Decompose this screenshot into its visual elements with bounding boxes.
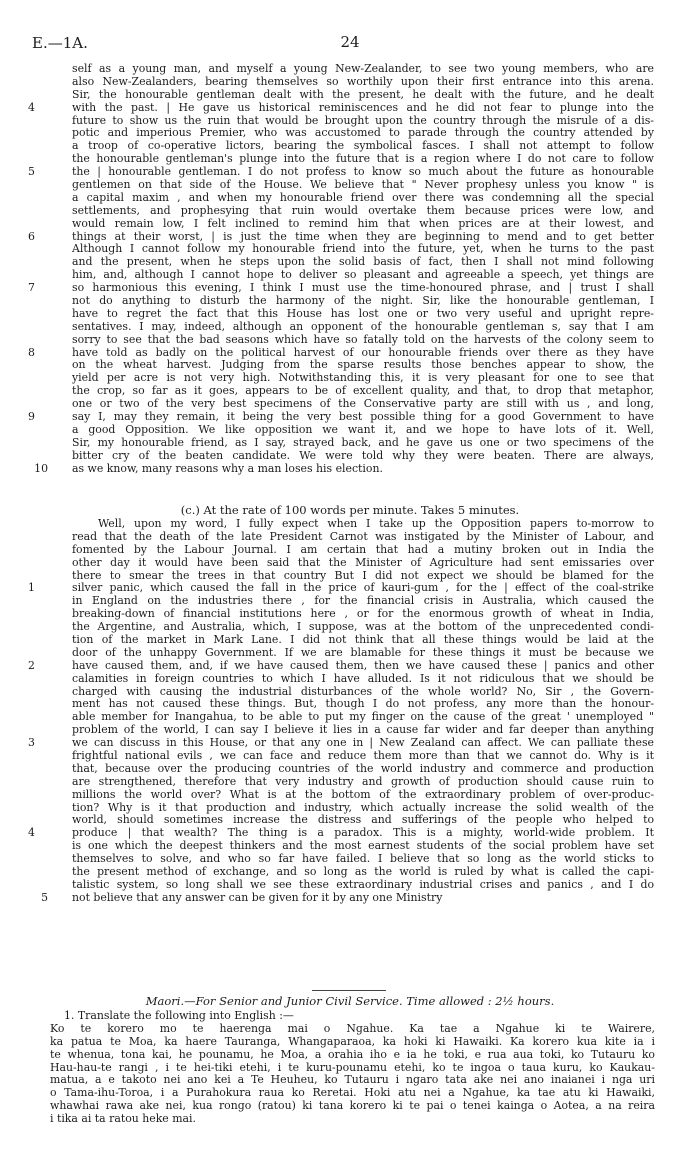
line-marker-number: 4	[28, 826, 35, 840]
line-text: so harmonious this evening, I think I must use the time-honoured phrase, and | trust I shall	[72, 281, 654, 295]
maori-heading: Maori.—For Senior and Junior Civil Service. Time allowed : 2½ hours.	[145, 994, 555, 1008]
passage-c	[28, 517, 654, 905]
line-text: the Argentine, and Australia, which, I suppose, was at the bottom of the unprecedented condi-	[72, 620, 654, 634]
maori-line: o Tama-ihu-Toroa, i a Purahokura raua ko Reretai. Hoki atu nei a Ngahue, ka tae atu ki Hawaiki,	[50, 1086, 655, 1100]
maori-line: whawhai rawa ake nei, kua rongo (ratou) ki tana korero ki te pai o tenei kainga o Aotea, a na reira	[50, 1099, 655, 1113]
line-text: with the past. | He gave us historical reminiscences and he did not fear to plunge into the	[72, 100, 654, 114]
line-text: world, should sometimes increase the distress and sufferings of the people who helped to	[72, 813, 654, 827]
line-text: Sir, my honourable friend, as I say, strayed back, and he gave us one or two specimens of the	[72, 435, 654, 449]
line-text: that, because over the producing countries of the world industry and commerce and production	[72, 761, 654, 775]
line-text: frightful national evils , we can face and reduce them more than that we cannot do. Why is it	[72, 749, 654, 763]
line-text: produce | that wealth? The thing is a paradox. This is a mighty, world-wide problem. It	[72, 826, 654, 840]
line-text: Sir, the honourable gentleman dealt with the present, he dealt with the future, and he dealt	[72, 87, 654, 101]
line-text: millions the world over? What is at the bottom of the extraordinary problem of over-produc-	[72, 787, 654, 801]
line-text: future to show us the ruin that would be brought upon the country through the misrule of a dis-	[72, 113, 654, 127]
line-text: able member for Inangahua, to be able to put my finger on the cause of the great ' unemployed "	[72, 710, 654, 724]
line-marker-number: 5	[41, 890, 48, 904]
maori-line: Hau-hau-te rangi , i te hei-tiki etehi, i te kuru-pounamu etehi, ko te ingoa o taua kuru, ko Kaukau-	[50, 1060, 655, 1074]
line-text: calamities in foreign countries to which I have alluded. Is it not ridiculous that we should be	[72, 671, 654, 685]
line-text: door of the unhappy Government. If we are blamable for these things it must be because we	[72, 645, 654, 659]
line-marker-number: 8	[28, 345, 35, 359]
line-text: him, and, although I cannot hope to deliver so pleasant and agreeable a speech, yet things are	[72, 268, 654, 282]
maori-line: Ko te korero mo te haerenga mai o Ngahue. Ka tae a Ngahue ki te Wairere,	[50, 1021, 655, 1035]
line-text: talistic system, so long shall we see these extraordinary industrial crises and panics , and I do	[72, 877, 654, 891]
page-number: 24	[340, 33, 360, 51]
maori-line: ka patua te Moa, ka haere Tauranga, Whangaparaoa, ka hoki ki Hawaiki. Ka korero kua kite ia i	[50, 1034, 655, 1048]
line-text: breaking-down of financial institutions here , or for the enormous growth of wheat in India,	[72, 607, 654, 621]
line-text: there to smear the trees in that country But I did not expect we should be blamed for the	[72, 568, 654, 582]
line-text: and the present, when he steps upon the solid basis of fact, then I shall not mind following	[72, 255, 654, 269]
line-marker-number: 1	[28, 581, 35, 595]
line-text: the present method of exchange, and so long as the world is ruled by what is called the capi-	[72, 865, 654, 879]
maori-line: matua, a e takoto nei ano kei a Te Heuheu, ko Tutauru i ngaro tata ake nei ano inaianei i nga uri	[50, 1073, 655, 1087]
passage-b	[28, 62, 654, 476]
section-c-heading: (c.) At the rate of 100 words per minute. Takes 5 minutes.	[180, 503, 520, 517]
line-text: we can discuss in this House, or that any one in | New Zealand can affect. We can palliate these	[72, 736, 654, 750]
line-text: potic and imperious Premier, who was accustomed to parade through the country attended by	[72, 126, 654, 140]
line-text: not do anything to disturb the harmony of the night. Sir, like the honourable gentleman, I	[72, 294, 654, 308]
maori-instruction: 1. Translate the following into English :—	[64, 1009, 294, 1022]
line-text: not believe that any answer can be given for it by any one Ministry	[72, 890, 443, 904]
line-text: the | honourable gentleman. I do not profess to know so much about the future as honourable	[72, 165, 654, 179]
line-text: tion? Why is it that production and industry, which actually increase the solid wealth of the	[72, 800, 654, 814]
line-text: sorry to see that the bad seasons which have so fatally told on the harvests of the colony seem to	[72, 332, 654, 346]
line-text: have caused them, and, if we have caused them, then we have caused these | panics and other	[72, 658, 654, 672]
line-text: read that the death of the late President Carnot was instigated by the Minister of Labour, and	[72, 529, 654, 543]
maori-section	[50, 1010, 655, 1126]
line-text: charged with causing the industrial disturbances of the whole world? No, Sir , the Govern-	[72, 684, 654, 698]
line-text: say I, may they remain, it being the very best possible thing for a good Government to have	[72, 410, 654, 424]
line-text: gentlemen on that side of the House. We believe that " Never prophesy unless you know " is	[72, 178, 654, 192]
line-text: yield per acre is not very high. Notwithstanding this, it is very pleasant for one to see that	[72, 371, 654, 385]
divider-rule	[312, 990, 386, 991]
line-marker-number: 7	[28, 281, 35, 295]
line-text: have to regret the fact that this House has lost one or two very useful and upright repre-	[72, 306, 654, 320]
line-text: a capital maxim , and when my honourable friend over there was condemning all the special	[72, 190, 654, 204]
text-line	[41, 890, 654, 905]
line-text: ment has not caused these things. But, though I do not profess, any more than the honour-	[72, 697, 654, 711]
line-text: other day it would have been said that the Minister of Agriculture had sent emissaries over	[72, 555, 654, 569]
maori-line: i tika ai ta ratou heke mai.	[50, 1112, 196, 1126]
line-text: is one which the deepest thinkers and the most earnest students of the social problem have set	[72, 839, 654, 853]
line-text: self as a young man, and myself a young New-Zealander, to see two young members, who are	[72, 62, 654, 75]
document-reference: E.—1A.	[32, 34, 88, 52]
line-text: on the wheat harvest. Judging from the sparse results those benches appear to show, the	[72, 358, 654, 372]
line-text: the crop, so far as it goes, appears to be of excellent quality, and that, to drop that metaphor,	[72, 384, 654, 398]
line-text: Well, upon my word, I fully expect when I take up the Opposition papers to-morrow to	[98, 517, 654, 530]
line-text: are strengthened, therefore that very industry and growth of production should cause ruin to	[72, 774, 654, 788]
line-text: one or two of the very best specimens of the Conservative party are still with us , and long,	[72, 397, 654, 411]
line-text: settlements, and prophesying that ruin would overtake them because prices were low, and	[72, 203, 654, 217]
line-text: a troop of co-operative lictors, bearing the symbolical fasces. I shall not attempt to follow	[72, 139, 654, 153]
line-text: would remain low, I felt inclined to remind him that when prices are at their lowest, and	[72, 216, 654, 230]
line-marker-number: 6	[28, 229, 35, 243]
line-text: problem of the world, I can say I believe it lies in a cause far wider and far deeper than anything	[72, 723, 654, 737]
line-marker-number: 5	[28, 165, 35, 179]
line-text: themselves to solve, and who so far have failed. I believe that so long as the world sticks to	[72, 852, 654, 866]
maori-line: te whenua, tona kai, he pounamu, he Moa, a orahia iho e ia he toki, e rua aua toki, ko Tutauru ko	[50, 1047, 655, 1061]
line-text: a good Opposition. We like opposition we want it, and we hope to have lots of it. Well,	[72, 422, 654, 436]
line-marker-number: 3	[28, 736, 35, 750]
line-text: fomented by the Labour Journal. I am certain that had a mutiny broken out in India the	[72, 542, 654, 556]
line-marker-number: 9	[28, 410, 35, 424]
line-text: the honourable gentleman's plunge into the future that is a region where I do not care to follow	[72, 152, 654, 166]
text-line	[34, 461, 654, 476]
line-text: things at their worst, | is just the time when they are beginning to mend and to get better	[72, 229, 654, 243]
line-text: silver panic, which caused the fall in the price of kauri-gum , for the | effect of the coal-strike	[72, 581, 654, 595]
line-marker-number: 4	[28, 100, 35, 114]
line-text: have told as badly on the political harvest of our honourable friends over there as they have	[72, 345, 654, 359]
line-text: tion of the market in Mark Lane. I did not think that all these things would be laid at the	[72, 633, 654, 647]
line-text: as we know, many reasons why a man loses his election.	[72, 461, 383, 475]
line-marker-number: 10	[34, 461, 48, 475]
line-text: Although I cannot follow my honourable friend into the future, yet, when he turns to the past	[72, 242, 654, 256]
line-marker-number: 2	[28, 658, 35, 672]
line-text: also New-Zealanders, bearing themselves so worthily upon their first entrance into this arena.	[72, 74, 654, 88]
line-text: sentatives. I may, indeed, although an opponent of the honourable gentleman s, say that I am	[72, 319, 654, 333]
line-text: bitter cry of the beaten candidate. We were told why they were beaten. There are always,	[72, 448, 654, 462]
line-text: in England on the industries there , for the financial crisis in Australia, which caused the	[72, 594, 654, 608]
